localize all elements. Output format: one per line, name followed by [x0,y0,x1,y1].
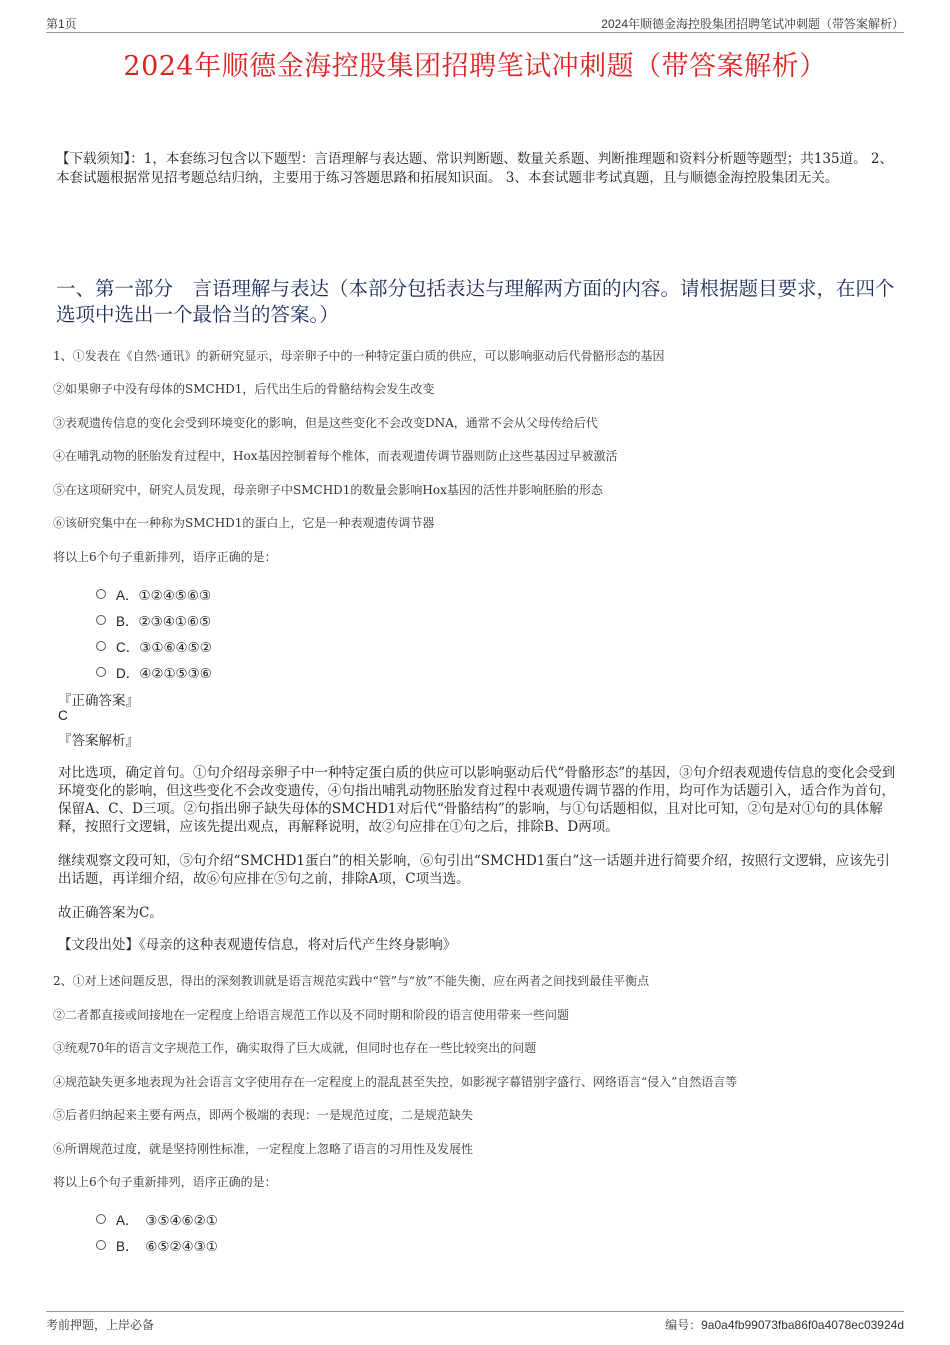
radio-icon[interactable] [96,589,106,599]
radio-icon[interactable] [96,1214,106,1224]
q1-sentence-3: ③表观遗传信息的变化会受到环境变化的影响，但是这些变化不会改变DNA，通常不会从父母传给后代 [53,416,598,430]
analysis-paragraph-1: 对比选项，确定首句。①句介绍母亲卵子中一种特定蛋白质的供应可以影响驱动后代“骨骼形态”的基因，③句介绍表观遗传信息的变化会受到环境变化的影响，但这些变化不会改变遗传，④句指出哺乳动物胚胎发育过程中表观遗传调节器的作用，均可作为话题引入，适合作为首句，保留A、C、D三项。②句指出卵子缺失母体的SMCHD1对后代“骨骼结构”的影响，与①句话题相似，且对比可知，②句是对①句的具体解释，按照行文逻辑，应该先提出观点，再解释说明，故②句应排在①句之后，排除B、D两项。 [58,765,896,835]
q1-option-a[interactable]: A．①②④⑤⑥③ [96,584,211,604]
page-footer [46,1311,904,1332]
download-notice: 【下载须知】：1，本套练习包含以下题型：言语理解与表达题、常识判断题、数量关系题、判断推理题和资料分析题等题型；共135道。 2、本套试题根据常见招考题总结归纳，主要用于练习答题思路和拓展知识面。 3、本套试题非考试真题，且与顺德金海控股集团无关。 [56,151,893,186]
q2-option-a[interactable]: A． ③⑤④⑥②① [96,1209,218,1229]
analysis-label: 『答案解析』 [58,733,139,749]
q2-sentence-3: ③统观70年的语言文字规范工作，确实取得了巨大成就，但同时也存在一些比较突出的问题 [53,1041,537,1055]
q2-sentence-4: ④规范缺失更多地表现为社会语言文字使用存在一定程度上的混乱甚至失控，如影视字幕错别字盛行、网络语言“侵入”自然语言等 [53,1075,738,1089]
radio-icon[interactable] [96,667,106,677]
q1-sentence-5: ⑤在这项研究中，研究人员发现，母亲卵子中SMCHD1的数量会影响Hox基因的活性并影响胚胎的形态 [53,483,603,497]
analysis-conclusion: 故正确答案为C。 [58,905,163,921]
q1-prompt: 将以上6个句子重新排列，语序正确的是： [53,550,277,564]
q1-option-c[interactable]: C．③①⑥④⑤② [96,636,212,656]
q1-sentence-6: ⑥该研究集中在一种称为SMCHD1的蛋白上，它是一种表观遗传调节器 [53,516,435,530]
source-citation: 【文段出处】《母亲的这种表观遗传信息，将对后代产生终身影响》 [58,937,457,953]
header-doc-title: 2024年顺德金海控股集团招聘笔试冲刺题（带答案解析） [601,17,904,31]
q1-sentence-2: ②如果卵子中没有母体的SMCHD1，后代出生后的骨骼结构会发生改变 [53,382,435,396]
q2-stem: 2、①对上述问题反思，得出的深刻教训就是语言规范实践中“管”与“放”不能失衡，应在两者之间找到最佳平衡点 [53,974,650,988]
q2-sentence-5: ⑤后者归纳起来主要有两点，即两个极端的表现：一是规范过度，二是规范缺失 [53,1108,474,1122]
footer-slogan: 考前押题，上岸必备 [46,1318,155,1332]
q1-sentence-4: ④在哺乳动物的胚胎发育过程中，Hox基因控制着每个椎体，而表观遗传调节器则防止这些基因过早被激活 [53,449,618,463]
radio-icon[interactable] [96,641,106,651]
q2-prompt: 将以上6个句子重新排列，语序正确的是： [53,1175,277,1189]
q1-stem: 1、①发表在《自然·通讯》的新研究显示，母亲卵子中的一种特定蛋白质的供应，可以影响驱动后代骨骼形态的基因 [53,349,665,363]
analysis-paragraph-2: 继续观察文段可知，⑤句介绍“SMCHD1蛋白”的相关影响，⑥句引出“SMCHD1蛋白”这一话题并进行简要介绍，按照行文逻辑，应该先引出话题，再详细介绍，故⑥句应排在⑤句之前，排除A项，C项当选。 [58,853,890,887]
page-header [46,14,904,33]
answer-label: 『正确答案』 [58,693,139,709]
q2-sentence-2: ②二者都直接或间接地在一定程度上给语言规范工作以及不同时期和阶段的语言使用带来一些问题 [53,1008,570,1022]
q1-option-b[interactable]: B．②③④①⑥⑤ [96,610,211,630]
footer-serial: 编号：9a0a4fb99073fba86f0a4078ec03924d [665,1318,904,1332]
page-number: 第1页 [46,17,77,31]
radio-icon[interactable] [96,615,106,625]
answer-value: C [58,708,68,723]
document-title: 2024年顺德金海控股集团招聘笔试冲刺题（带答案解析） [123,51,827,82]
radio-icon[interactable] [96,1240,106,1250]
q1-option-d[interactable]: D．④②①⑤③⑥ [96,662,212,682]
q2-sentence-6: ⑥所谓规范过度，就是坚持刚性标准，一定程度上忽略了语言的习用性及发展性 [53,1142,474,1156]
section-heading: 一、第一部分 言语理解与表达（本部分包括表达与理解两方面的内容。请根据题目要求，在四个选项中选出一个最恰当的答案。） [56,277,895,326]
q2-option-b[interactable]: B． ⑥⑤②④③① [96,1235,218,1255]
